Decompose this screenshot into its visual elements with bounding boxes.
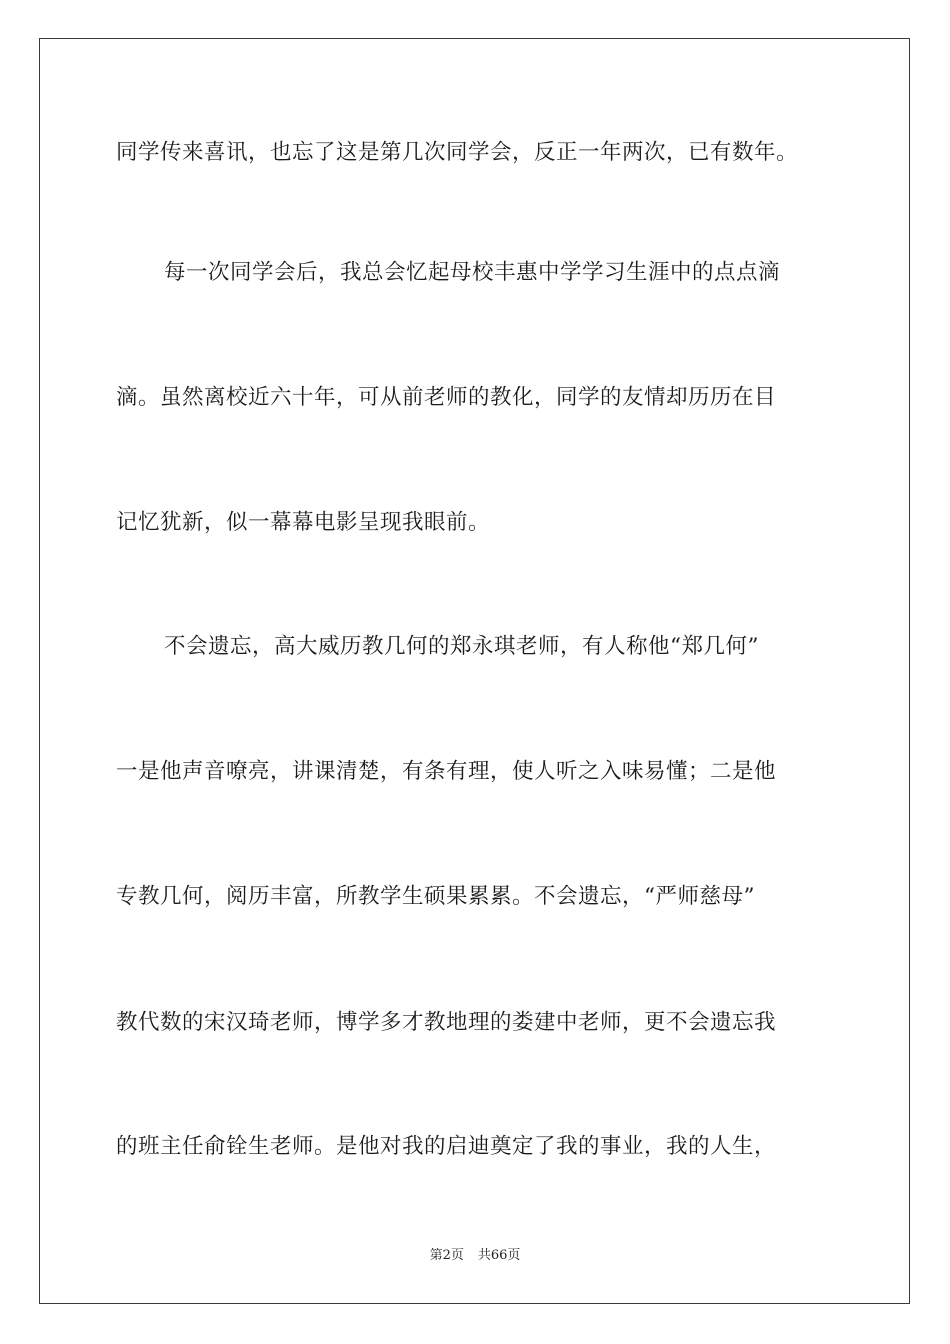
text-line-7: 专教几何，阅历丰富，所教学生硕果累累。不会遗忘，“严师慈母”	[116, 884, 755, 909]
text-line-1: 同学传来喜讯，也忘了这是第几次同学会，反正一年两次，已有数年。	[116, 140, 799, 165]
page-footer	[0, 1247, 950, 1265]
page-total: 共66页	[477, 1248, 521, 1263]
text-line-6: 一是他声音嘹亮，讲课清楚，有条有理，使人听之入味易懂；二是他	[116, 759, 777, 784]
page-border	[39, 38, 910, 1304]
page-number: 第2页	[429, 1248, 464, 1263]
text-line-8: 教代数的宋汉琦老师，博学多才教地理的娄建中老师，更不会遗忘我	[116, 1010, 777, 1035]
text-line-3: 滴。虽然离校近六十年，可从前老师的教化，同学的友情却历历在目	[116, 385, 777, 410]
text-line-9: 的班主任俞铨生老师。是他对我的启迪奠定了我的事业，我的人生，	[116, 1134, 777, 1159]
text-line-4: 记忆犹新，似一幕幕电影呈现我眼前。	[116, 510, 491, 535]
text-line-2: 每一次同学会后，我总会忆起母校丰惠中学学习生涯中的点点滴	[164, 260, 781, 285]
text-line-5: 不会遗忘，高大威历教几何的郑永琪老师，有人称他“郑几何”	[164, 634, 759, 659]
